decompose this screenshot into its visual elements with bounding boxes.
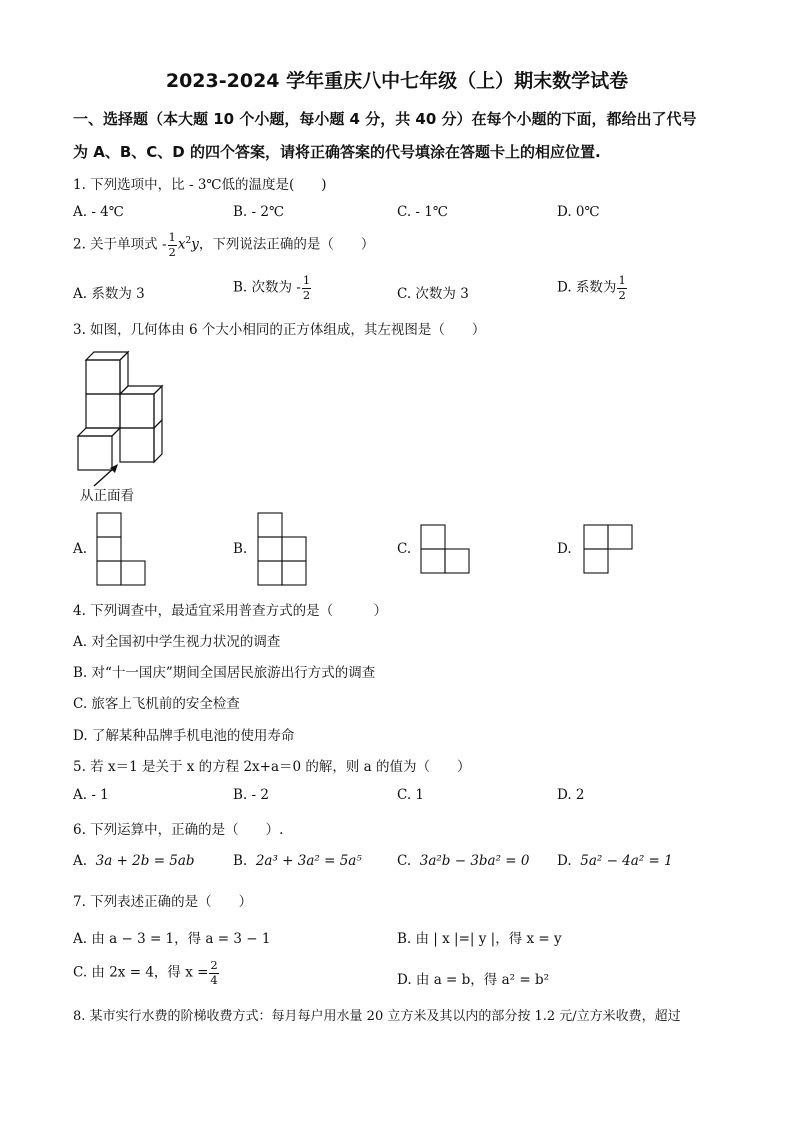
q6-b-expr: 2a³ + 3a² = 5a⁵ (255, 853, 362, 869)
question-8-stem: 8. 某市实行水费的阶梯收费方式：每月每户用水量 20 立方米及其以内的部分按 1.2 元/立方米收费，超过 (73, 1009, 681, 1024)
q7-c-den: 4 (210, 972, 218, 987)
arrow-head-icon (110, 464, 118, 473)
view-direction-label: 从正面看 (80, 488, 134, 504)
q4-option-b[interactable]: B. 对“十一国庆”期间全国居民旅游出行方式的调查 (73, 665, 376, 681)
q2-b-num: 1 (302, 273, 311, 287)
question-5-stem: 5. 若 x＝1 是关于 x 的方程 2x+a＝0 的解，则 a 的值为（ ） (73, 759, 471, 775)
cube-stack-figure (70, 348, 170, 473)
q2-var-x: x (177, 236, 186, 253)
q7-option-c[interactable] (73, 960, 220, 986)
q5-option-c[interactable]: C. 1 (397, 787, 425, 803)
q5-option-a[interactable]: A. - 1 (73, 787, 109, 803)
q2-d-text: D. 系数为 (557, 279, 617, 296)
section-instructions-line2: 为 A、B、C、D 的四个答案，请将正确答案的代号填涂在答题卡上的相应位置. (73, 143, 601, 161)
q2-frac-num: 1 (168, 230, 176, 244)
q6-a-expr: 3a + 2b = 5ab (95, 853, 195, 869)
q2-d-fraction (617, 275, 626, 301)
q7-c-num: 2 (210, 958, 218, 972)
cube-edge (112, 428, 120, 436)
q2-exp: 2 (185, 236, 192, 246)
q4-option-a[interactable]: A. 对全国初中学生视力状况的调查 (73, 634, 281, 650)
q2-stem-post: ，下列说法正确的是（ ） (198, 236, 375, 253)
question-1-stem: 1. 下列选项中，比 - 3℃低的温度是( ) (73, 177, 327, 193)
q7-c-fraction (209, 960, 218, 986)
q2-var-y: y (191, 236, 199, 253)
question-6-stem: 6. 下列运算中，正确的是（ ）. (73, 822, 284, 838)
q6-d-label: D. (557, 853, 572, 869)
question-2-stem (73, 232, 374, 258)
q5-option-b[interactable]: B. - 2 (233, 787, 269, 803)
q7-option-a[interactable]: A. 由 a − 3 = 1，得 a = 3 − 1 (73, 931, 271, 947)
q2-option-b[interactable] (233, 275, 312, 301)
q2-d-num: 1 (618, 273, 626, 287)
q1-option-b[interactable]: B. - 2℃ (233, 204, 285, 220)
q7-option-d[interactable]: D. 由 a = b，得 a² = b² (397, 972, 550, 988)
question-7-stem: 7. 下列表述正确的是（ ） (73, 894, 253, 910)
q3-option-b[interactable]: B. (233, 541, 248, 557)
section-instructions-line1: 一、选择题（本大题 10 个小题，每小题 4 分，共 40 分）在每个小题的下面，都给出了代号 (73, 110, 697, 128)
cube-front-face (120, 394, 154, 428)
q6-option-a[interactable] (73, 853, 195, 869)
question-4-stem: 4. 下列调查中，最适宜采用普查方式的是（ ） (73, 603, 388, 619)
q3-option-c[interactable]: C. (397, 541, 412, 557)
q6-b-label: B. (233, 853, 248, 869)
question-3-stem: 3. 如图，几何体由 6 个大小相同的正方体组成，其左视图是（ ） (73, 322, 486, 338)
q4-option-d[interactable]: D. 了解某种品牌手机电池的使用寿命 (73, 728, 295, 744)
q6-option-b[interactable] (233, 853, 362, 869)
q6-c-expr: 3a²b − 3ba² = 0 (419, 853, 530, 869)
page-title: 2023-2024 学年重庆八中七年级（上）期末数学试卷 (165, 70, 629, 92)
q2-stem-pre: 2. 关于单项式 - (73, 236, 167, 253)
q2-option-c[interactable]: C. 次数为 3 (397, 286, 469, 302)
q3-option-d-figure[interactable] (584, 525, 636, 575)
q6-d-expr: 5a² − 4a² = 1 (580, 853, 673, 869)
q7-c-text: C. 由 2x = 4，得 x = (73, 964, 209, 981)
q3-option-d[interactable]: D. (557, 541, 572, 557)
cube-front-face (86, 360, 120, 394)
q1-option-a[interactable]: A. - 4℃ (73, 204, 124, 220)
q2-b-text: B. 次数为 - (233, 279, 301, 296)
q2-d-den: 2 (618, 287, 626, 302)
q6-a-label: A. (73, 853, 88, 869)
q6-c-label: C. (397, 853, 412, 869)
q7-option-b[interactable]: B. 由 | x |=| y |，得 x = y (397, 931, 562, 947)
cube-front-face (120, 428, 154, 462)
q1-option-c[interactable]: C. - 1℃ (397, 204, 448, 220)
q5-option-d[interactable]: D. 2 (557, 787, 585, 803)
q3-option-b-figure[interactable] (258, 513, 310, 586)
q2-b-den: 2 (302, 287, 311, 302)
cube-side-face (154, 420, 162, 462)
q2-frac-den: 2 (168, 244, 176, 259)
q6-option-d[interactable] (557, 853, 673, 869)
q3-option-a[interactable]: A. (73, 541, 88, 557)
q2-option-d[interactable] (557, 275, 628, 301)
q4-option-c[interactable]: C. 旅客上飞机前的安全检查 (73, 696, 240, 712)
q3-option-a-figure[interactable] (97, 513, 149, 586)
q2-b-fraction (302, 275, 311, 301)
q6-option-c[interactable] (397, 853, 530, 869)
cube-front-face (86, 394, 120, 428)
q1-option-d[interactable]: D. 0℃ (557, 204, 600, 220)
q3-option-c-figure[interactable] (421, 525, 473, 575)
q2-option-a[interactable]: A. 系数为 3 (73, 286, 145, 302)
q2-fraction (168, 232, 177, 258)
